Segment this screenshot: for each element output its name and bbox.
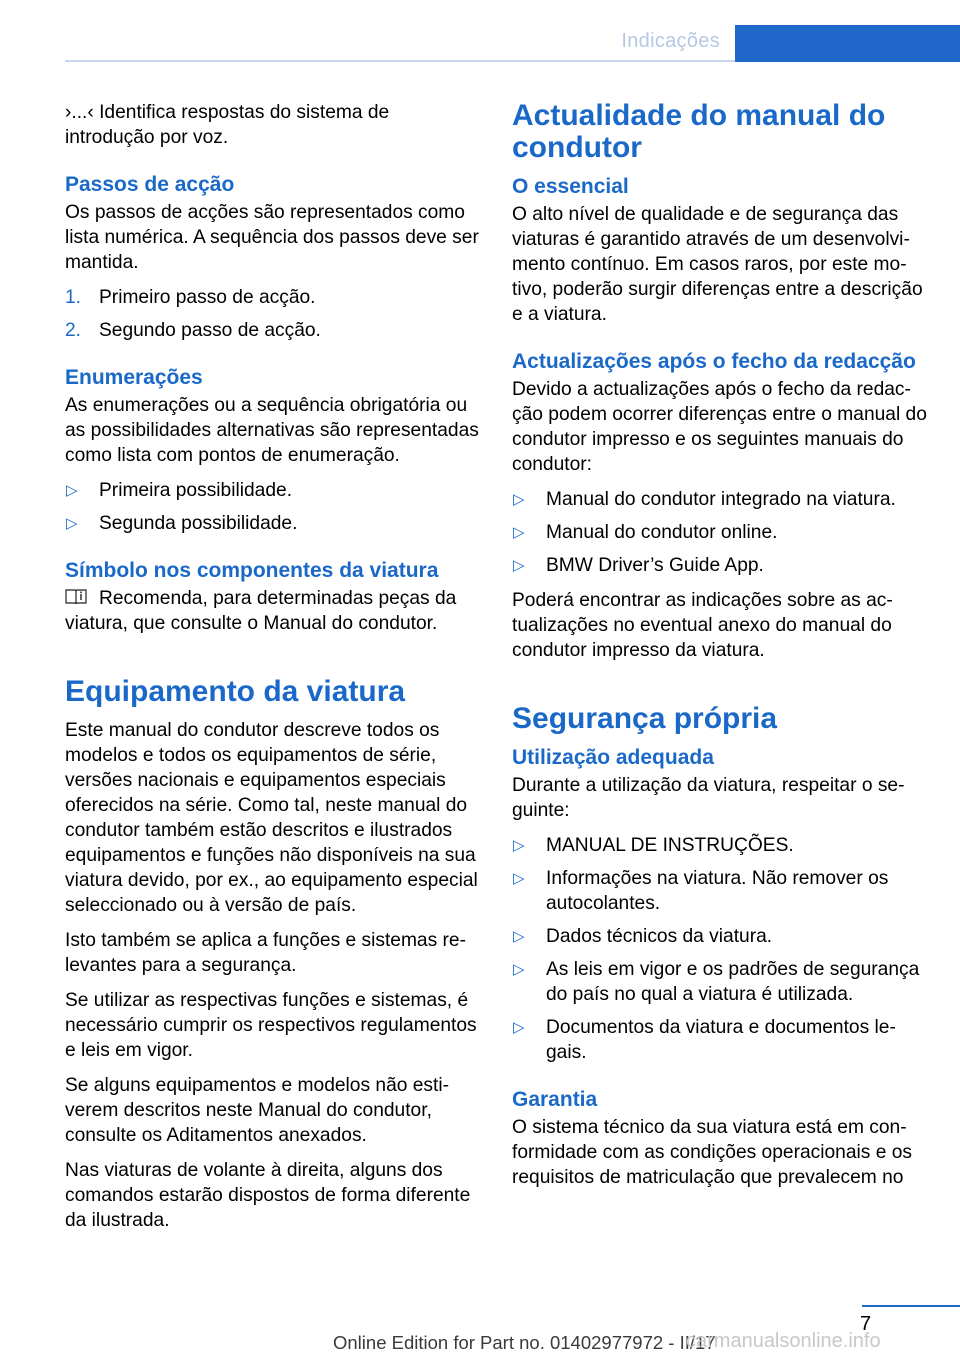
list-item bbox=[512, 553, 928, 578]
paragraph-equipamento-4: Se alguns equipamentos e modelos não estiverem descritos neste Manual do condutor, consulte os Aditamentos anexados. bbox=[65, 1075, 449, 1146]
triangle-bullet-icon: ▷ bbox=[513, 870, 525, 887]
left-column bbox=[65, 100, 481, 1243]
heading-seguranca: Segurança própria bbox=[512, 702, 778, 735]
section-title: Indicações bbox=[621, 30, 720, 52]
list-item-text: Dados técnicos da viatura. bbox=[546, 926, 773, 947]
triangle-bullet-icon: ▷ bbox=[513, 1019, 525, 1036]
list-item-text: As leis em vigor e os padrões de segurança do país no qual a viatura é utilizada. bbox=[546, 959, 920, 1005]
heading-essencial: O essencial bbox=[512, 175, 629, 198]
list-item bbox=[512, 1015, 928, 1065]
paragraph-indicacoes: Poderá encontrar as indicações sobre as actualizações no eventual anexo do manual do condutor impresso da viatura. bbox=[512, 590, 893, 661]
utilizacao-list bbox=[512, 833, 928, 1065]
heading-garantia: Garantia bbox=[512, 1088, 598, 1111]
book-icon bbox=[65, 589, 87, 605]
header-tab bbox=[735, 25, 960, 62]
list-item bbox=[65, 511, 481, 536]
right-column bbox=[512, 100, 928, 1200]
triangle-bullet-icon: ▷ bbox=[513, 557, 525, 574]
simbolo-text: Recomenda, para determinadas peças da viatura, que consulte o Manual do condutor. bbox=[65, 588, 457, 634]
list-item-text: Primeira possibilidade. bbox=[99, 480, 293, 501]
triangle-bullet-icon: ▷ bbox=[513, 491, 525, 508]
heading-passos: Passos de acção bbox=[65, 173, 235, 196]
paragraph-actualizacoes: Devido a actualizações após o fecho da redacção podem ocorrer diferenças entre o manual do condutor impresso e os seguintes manuais do condutor: bbox=[512, 379, 927, 475]
heading-actualizacoes: Actualizações após o fecho da redacção bbox=[512, 350, 916, 373]
enum-list bbox=[65, 478, 481, 536]
list-item bbox=[512, 866, 928, 916]
list-item-text: MANUAL DE INSTRUÇÕES. bbox=[546, 835, 794, 856]
page-number: 7 bbox=[860, 1313, 872, 1335]
paragraph-essencial: O alto nível de qualidade e de segurança das viaturas é garantido através de um desenvolvimento contínuo. Em casos raros, por este motivo, poderão surgir diferenças entre a descrição e a viatura. bbox=[512, 204, 923, 325]
step-item bbox=[65, 318, 481, 343]
paragraph-equipamento-1: Este manual do condutor descreve todos os modelos e todos os equipamentos de série, versões nacionais e equipamentos especiais oferecidos na série. Como tal, neste manual do condutor também estão descritos e ilustrados equipamentos e funções não disponíveis na sua viatura devido, por ex., ao equipamento especial seleccionado ou à versão de país. bbox=[65, 720, 478, 916]
watermark: carmanualsonline.info bbox=[686, 1330, 881, 1352]
step-text: Segundo passo de acção. bbox=[99, 320, 321, 341]
paragraph-simbolo bbox=[65, 586, 481, 636]
heading-enumeracoes: Enumerações bbox=[65, 366, 203, 389]
list-item bbox=[512, 487, 928, 512]
heading-actualidade: Actualidade do manual do condutor bbox=[512, 99, 886, 164]
header-rule bbox=[65, 60, 735, 62]
step-text: Primeiro passo de acção. bbox=[99, 287, 316, 308]
paragraph-enumeracoes: As enumerações ou a sequência obrigatória ou as possibilidades alternativas são representadas como lista com pontos de enumeração. bbox=[65, 395, 479, 466]
paragraph-equipamento-3: Se utilizar as respectivas funções e sistemas, é necessário cumprir os respectivos regulamentos e leis em vigor. bbox=[65, 990, 477, 1061]
steps-list bbox=[65, 285, 481, 343]
list-item bbox=[65, 478, 481, 503]
footer-rule bbox=[862, 1305, 960, 1307]
list-item-text: Documentos da viatura e documentos legais. bbox=[546, 1017, 896, 1063]
step-number: 1. bbox=[65, 287, 82, 308]
triangle-bullet-icon: ▷ bbox=[513, 837, 525, 854]
triangle-bullet-icon: ▷ bbox=[513, 524, 525, 541]
triangle-bullet-icon: ▷ bbox=[66, 482, 78, 499]
list-item-text: BMW Driver’s Guide App. bbox=[546, 555, 764, 576]
triangle-bullet-icon: ▷ bbox=[513, 928, 525, 945]
triangle-bullet-icon: ▷ bbox=[513, 961, 525, 978]
paragraph-equipamento-2: Isto também se aplica a funções e sistemas relevantes para a segurança. bbox=[65, 930, 466, 976]
list-item bbox=[512, 520, 928, 545]
step-number: 2. bbox=[65, 320, 82, 341]
step-item bbox=[65, 285, 481, 310]
manual-list bbox=[512, 487, 928, 578]
footer-edition: Online Edition for Part no. 01402977972 - II/17 bbox=[333, 1332, 716, 1353]
triangle-bullet-icon: ▷ bbox=[66, 515, 78, 532]
list-item-text: Segunda possibilidade. bbox=[99, 513, 298, 534]
list-item-text: Manual do condutor integrado na viatura. bbox=[546, 489, 896, 510]
heading-simbolo: Símbolo nos componentes da viatura bbox=[65, 559, 439, 582]
heading-utilizacao: Utilização adequada bbox=[512, 746, 714, 769]
list-item-text: Manual do condutor online. bbox=[546, 522, 778, 543]
list-item-text: Informações na viatura. Não remover os autocolantes. bbox=[546, 868, 889, 914]
paragraph-garantia: O sistema técnico da sua viatura está em conformidade com as condições operacionais e os requisitos de matriculação que prevalecem no bbox=[512, 1117, 912, 1188]
list-item bbox=[512, 833, 928, 858]
list-item bbox=[512, 957, 928, 1007]
heading-equipamento: Equipamento da viatura bbox=[65, 675, 406, 708]
intro-paragraph: ›...‹ Identifica respostas do sistema de introdução por voz. bbox=[65, 102, 390, 148]
paragraph-passos: Os passos de acções são representados como lista numérica. A sequência dos passos deve ser mantida. bbox=[65, 202, 479, 273]
paragraph-equipamento-5: Nas viaturas de volante à direita, alguns dos comandos estarão dispostos de forma diferente da ilustrada. bbox=[65, 1160, 471, 1231]
list-item bbox=[512, 924, 928, 949]
paragraph-utilizacao: Durante a utilização da viatura, respeitar o seguinte: bbox=[512, 775, 905, 821]
